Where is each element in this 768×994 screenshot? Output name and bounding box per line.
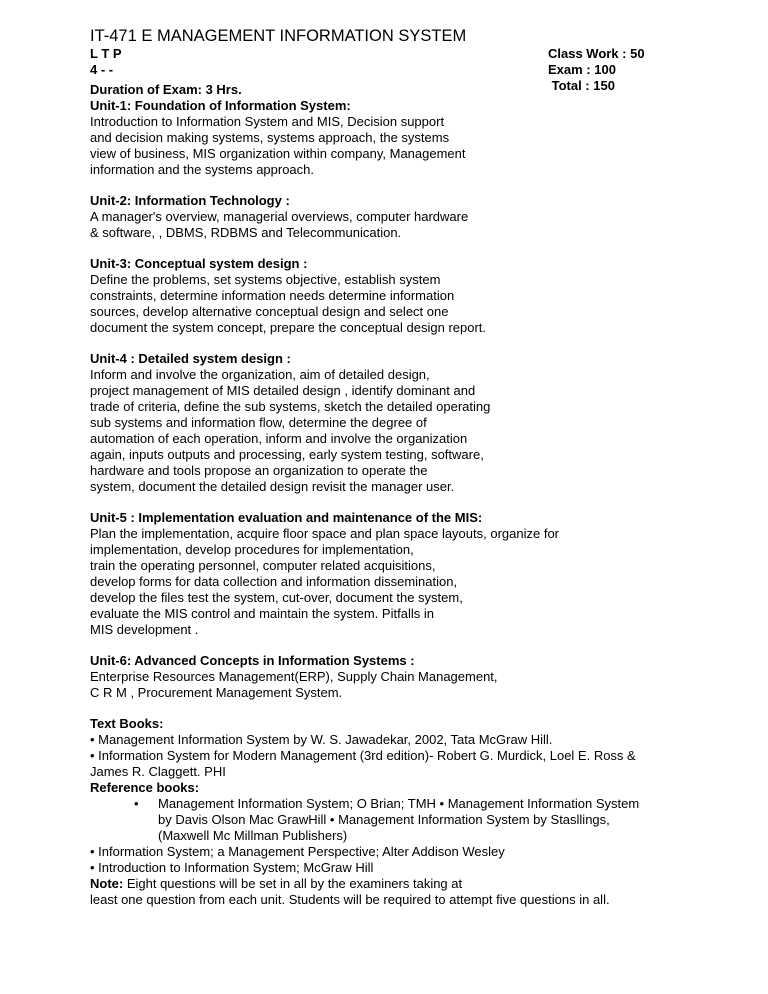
syllabus-page [90, 26, 690, 908]
unit-line: evaluate the MIS control and maintain the system. Pitfalls in [90, 606, 434, 621]
class-work-marks: Class Work : 50 [548, 46, 645, 61]
unit-line: & software, , DBMS, RDBMS and Telecommunication. [90, 225, 402, 240]
ltp-label: L T P [90, 46, 122, 61]
unit-line: again, inputs outputs and processing, early system testing, software, [90, 447, 484, 462]
unit-line: Plan the implementation, acquire floor space and plan space layouts, organize for [90, 526, 560, 541]
unit-heading: Unit-6: Advanced Concepts in Information Systems : [90, 653, 415, 668]
reference-book-entry: • Information System; a Management Perspective; Alter Addison Wesley [90, 844, 505, 859]
exam-duration: Duration of Exam: 3 Hrs. [90, 82, 242, 97]
unit-line: sub systems and information flow, determine the degree of [90, 415, 427, 430]
unit-heading: Unit-4 : Detailed system design : [90, 351, 291, 366]
text-book-entry: James R. Claggett. PHI [90, 764, 226, 779]
unit-line: hardware and tools propose an organization to operate the [90, 463, 428, 478]
reference-books-heading: Reference books: [90, 780, 200, 795]
unit-line: Define the problems, set systems objective, establish system [90, 272, 441, 287]
page-title: IT-471 E MANAGEMENT INFORMATION SYSTEM [90, 27, 467, 45]
ltp-value: 4 - - [90, 62, 114, 77]
reference-entry-line: by Davis Olson Mac GrawHill • Management Information System by Stasllings, [158, 812, 610, 827]
unit-line: Enterprise Resources Management(ERP), Supply Chain Management, [90, 669, 498, 684]
exam-marks: Exam : 100 [548, 62, 616, 77]
unit-line: train the operating personnel, computer related acquisitions, [90, 558, 436, 573]
unit-5-section [90, 510, 690, 638]
unit-2-section [90, 193, 690, 241]
unit-line: document the system concept, prepare the conceptual design report. [90, 320, 487, 335]
unit-heading: Unit-1: Foundation of Information System: [90, 98, 351, 113]
unit-line: A manager's overview, managerial overviews, computer hardware [90, 209, 469, 224]
text-book-entry: • Management Information System by W. S. Jawadekar, 2002, Tata McGraw Hill. [90, 732, 553, 747]
unit-line: sources, develop alternative conceptual design and select one [90, 304, 449, 319]
unit-line: trade of criteria, define the sub systems, sketch the detailed operating [90, 399, 491, 414]
reference-entry-line: Management Information System; O Brian; TMH • Management Information System [158, 796, 640, 811]
reference-entry-line: (Maxwell Mc Millman Publishers) [158, 828, 348, 843]
unit-line: system, document the detailed design revisit the manager user. [90, 479, 455, 494]
text-books-heading: Text Books: [90, 716, 164, 731]
exam-note [90, 876, 690, 892]
reference-book-entry: • Introduction to Information System; McGraw Hill [90, 860, 374, 875]
books-section [90, 716, 690, 908]
unit-line: implementation, develop procedures for implementation, [90, 542, 414, 557]
unit-4-section [90, 351, 690, 495]
unit-line: Introduction to Information System and MIS, Decision support [90, 114, 445, 129]
unit-6-section [90, 653, 690, 701]
bullet-icon: • [134, 796, 139, 811]
note-text: Eight questions will be set in all by the examiners taking at [123, 876, 463, 891]
unit-line: C R M , Procurement Management System. [90, 685, 343, 700]
unit-line: automation of each operation, inform and involve the organization [90, 431, 468, 446]
unit-1-section [90, 82, 690, 178]
note-label: Note: [90, 876, 124, 891]
unit-line: project management of MIS detailed design , identify dominant and [90, 383, 476, 398]
unit-heading: Unit-2: Information Technology : [90, 193, 290, 208]
unit-line: develop forms for data collection and information dissemination, [90, 574, 458, 589]
unit-3-section [90, 256, 690, 336]
total-marks: Total : 150 [548, 78, 615, 93]
unit-heading: Unit-5 : Implementation evaluation and maintenance of the MIS: [90, 510, 483, 525]
unit-line: constraints, determine information needs determine information [90, 288, 455, 303]
text-book-entry: • Information System for Modern Management (3rd edition)- Robert G. Murdick, Loel E. Ross & [90, 748, 636, 763]
unit-line: develop the files test the system, cut-over, document the system, [90, 590, 463, 605]
unit-line: Inform and involve the organization, aim of detailed design, [90, 367, 430, 382]
unit-line: view of business, MIS organization within company, Management [90, 146, 466, 161]
unit-line: MIS development . [90, 622, 199, 637]
unit-heading: Unit-3: Conceptual system design : [90, 256, 308, 271]
marks-block [548, 46, 645, 94]
reference-bullet-entry [90, 796, 690, 844]
unit-line: and decision making systems, systems approach, the systems [90, 130, 450, 145]
unit-line: information and the systems approach. [90, 162, 315, 177]
exam-note-continued: least one question from each unit. Students will be required to attempt five questions in all. [90, 892, 610, 907]
